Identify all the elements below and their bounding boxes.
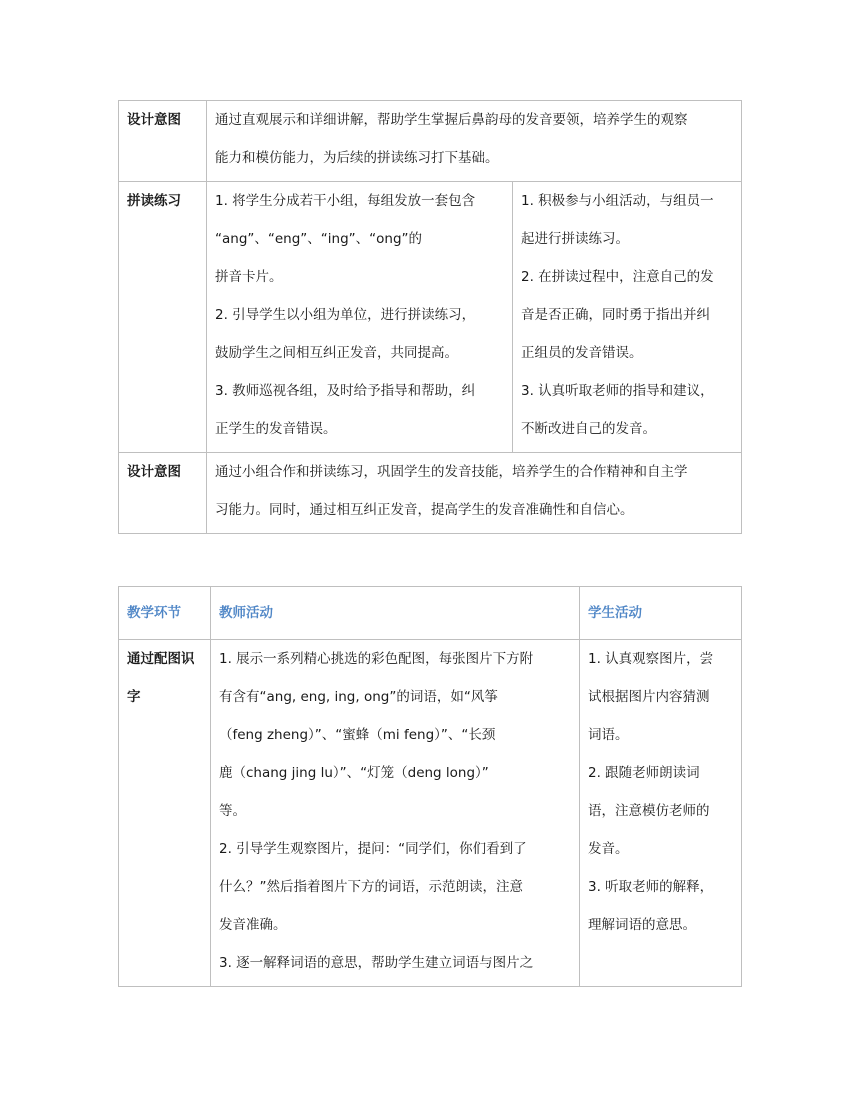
text-line: 1. 展示一系列精心挑选的彩色配图，每张图片下方附 (219, 651, 534, 667)
table-row (119, 453, 742, 534)
text-line: 2. 在拼读过程中，注意自己的发 (521, 269, 714, 285)
text-line: 2. 引导学生以小组为单位，进行拼读练习， (215, 307, 476, 323)
design-intent-cell (207, 101, 742, 182)
lesson-table-1 (118, 100, 742, 534)
text-line: 习能力。同时，通过相互纠正发音，提高学生的发音准确性和自信心。 (215, 502, 634, 518)
lesson-table-2 (118, 586, 742, 987)
text-line: （feng zheng）”、“蜜蜂（mi feng）”、“长颈 (219, 727, 496, 743)
text-line: 通过直观展示和详细讲解，帮助学生掌握后鼻韵母的发音要领，培养学生的观察 (215, 112, 688, 128)
student-activity-cell (580, 640, 742, 987)
text-line: 通过配图识 (127, 651, 195, 667)
text-line: 3. 教师巡视各组，及时给予指导和帮助，纠 (215, 383, 476, 399)
header-teacher-activity: 教师活动 (211, 587, 580, 640)
text-line: 发音。 (588, 841, 629, 857)
text-line: 词语。 (588, 727, 629, 743)
row-label: 拼读练习 (119, 182, 207, 453)
text-line: 拼音卡片。 (215, 269, 283, 285)
text-line: 有含有“ang, eng, ing, ong”的词语，如“风筝 (219, 689, 498, 705)
text-line: 起进行拼读练习。 (521, 231, 629, 247)
table-header-row (119, 587, 742, 640)
header-student-activity: 学生活动 (580, 587, 742, 640)
text-line: 不断改进自己的发音。 (521, 421, 656, 437)
student-activity-cell (513, 182, 742, 453)
table-row (119, 101, 742, 182)
text-line: 通过小组合作和拼读练习，巩固学生的发音技能，培养学生的合作精神和自主学 (215, 464, 688, 480)
teacher-activity-cell (211, 640, 580, 987)
text-line: “ang”、“eng”、“ing”、“ong”的 (215, 231, 423, 247)
text-line: 什么？”然后指着图片下方的词语，示范朗读，注意 (219, 879, 523, 895)
text-line: 1. 积极参与小组活动，与组员一 (521, 193, 714, 209)
text-line: 1. 将学生分成若干小组，每组发放一套包含 (215, 193, 476, 209)
table-row (119, 640, 742, 987)
row-label: 设计意图 (119, 101, 207, 182)
text-line: 音是否正确，同时勇于指出并纠 (521, 307, 710, 323)
text-line: 鹿（chang jing lu）”、“灯笼（deng long）” (219, 765, 489, 781)
row-label: 设计意图 (119, 453, 207, 534)
text-line: 等。 (219, 803, 246, 819)
row-label (119, 640, 211, 987)
text-line: 理解词语的意思。 (588, 917, 696, 933)
text-line: 3. 听取老师的解释， (588, 879, 714, 895)
header-teaching-stage: 教学环节 (119, 587, 211, 640)
text-line: 能力和模仿能力，为后续的拼读练习打下基础。 (215, 150, 499, 166)
text-line: 1. 认真观察图片，尝 (588, 651, 714, 667)
teacher-activity-cell (207, 182, 513, 453)
text-line: 2. 引导学生观察图片，提问：“同学们，你们看到了 (219, 841, 527, 857)
text-line: 正学生的发音错误。 (215, 421, 337, 437)
text-line: 3. 认真听取老师的指导和建议， (521, 383, 714, 399)
text-line: 正组员的发音错误。 (521, 345, 643, 361)
text-line: 3. 逐一解释词语的意思，帮助学生建立词语与图片之 (219, 955, 534, 971)
text-line: 2. 跟随老师朗读词 (588, 765, 700, 781)
table-row (119, 182, 742, 453)
text-line: 鼓励学生之间相互纠正发音，共同提高。 (215, 345, 458, 361)
text-line: 试根据图片内容猜测 (588, 689, 710, 705)
design-intent-cell (207, 453, 742, 534)
text-line: 语，注意模仿老师的 (588, 803, 710, 819)
text-line: 字 (127, 689, 141, 705)
text-line: 发音准确。 (219, 917, 287, 933)
